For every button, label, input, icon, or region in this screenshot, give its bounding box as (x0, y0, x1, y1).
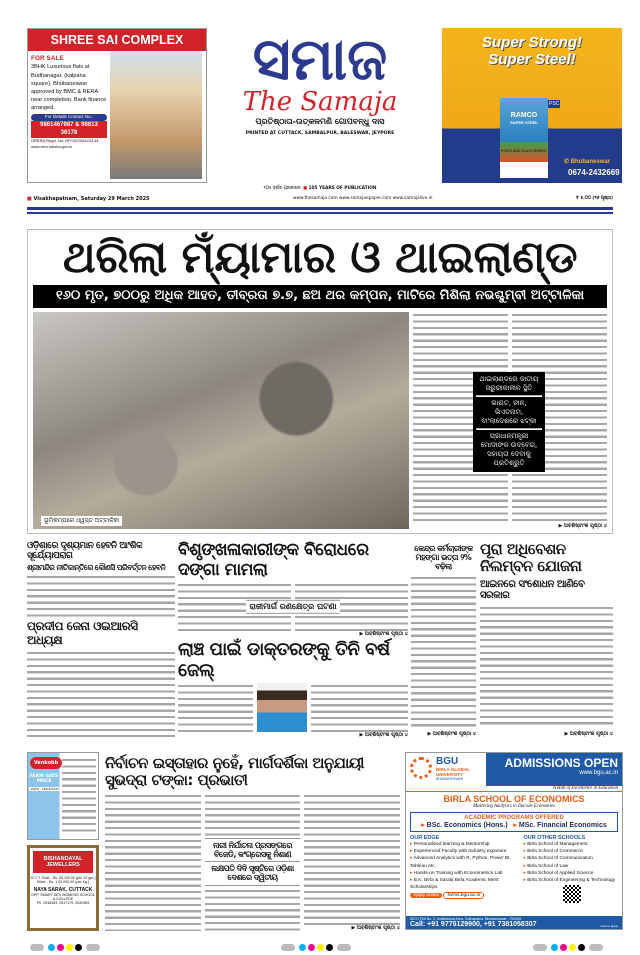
subhadra-story (105, 755, 400, 931)
ad-title: SHREE SAI COMPLEX (28, 29, 206, 51)
bgu-phone: Call: +91 9776129900, +91 7381058307 (410, 921, 537, 928)
psc-tag: PSC (549, 101, 560, 107)
color-registration-marks (530, 936, 606, 955)
subhadra-headline: ନିର୍ବାଚନ ଇସ୍ତାହାର ନୁହେଁ, ମାର୍ଗଦର୍ଶିକା ଅନୁଯାୟୀ ସୁଭଦ୍ରା ଟଙ୍କା: ପ୍ରଭାତୀ (105, 755, 400, 790)
masthead[interactable] (230, 25, 410, 180)
publication-line: ୧୦୫ ବର୍ଷର ପ୍ରକାଶନ ■ 105 YEARS OF PUBLICATION (263, 186, 377, 191)
school-name: BIRLA SCHOOL OF ECONOMICS (443, 794, 585, 804)
ad-description: 3BHK Luxurious flats at Budhanagar, (kalpana square), Bhubaneswar approved by BMC & RERA near completion. Bank finance arranged. (31, 64, 107, 111)
bgu-logo: BGU BIRLA GLOBAL UNIVERSITY BHUBANESWAR (406, 753, 486, 786)
doctor-photo (257, 683, 307, 732)
vencobb-date: DATE : 28/03/2025 (30, 787, 59, 791)
session-subhead: ଆଇନରେ ସଂଶୋଧନ ଆଣିବେ ସରକାର (480, 579, 613, 602)
continued-link[interactable]: ▶ ଅବଶିଷ୍ଟାଂଶ ପୃଷ୍ଠା ୪ (411, 731, 476, 737)
continued-link[interactable]: ▶ ଅବଶିଷ୍ଟାଂଶ ପୃଷ୍ଠା ୪ (480, 731, 613, 737)
doctor-body (178, 683, 253, 732)
continued-link[interactable]: ▶ ଅବଶିଷ୍ଟାଂଶ ପୃଷ୍ଠା ୪ (178, 732, 408, 738)
farm-gate-label: FARM GATE PRICE (29, 774, 59, 784)
other-schools-list: OUR OTHER SCHOOLS ▸ Birla School of Management ▸ Birla School of Commerce ▸ Birla School of Communication ▸ Birla School of Law ▸ Birla School of Applied Science ▸ Birla School of Engineering & Technology (523, 835, 618, 916)
qr-code-icon[interactable] (563, 885, 581, 903)
rule (27, 212, 613, 214)
silver-rate: Silver - Rs. 1,00,000.00 (per Kg.) (36, 880, 90, 884)
ad-contact-label: For Details Contact No.: (31, 114, 107, 121)
vencobb-logo: Venkobb (30, 757, 62, 769)
apply-url-link[interactable]: forms.bgu.ac.in (443, 892, 484, 899)
oerc-body (27, 650, 175, 737)
subhadra-subhead-2: ଲକ୍ଷପତି ଦିଦି ସୃଷ୍ଟିରେ ଓଡ଼ିଶା ଦେଶରେ ଦ୍ୱିତୀୟ (205, 861, 301, 885)
vencobb-ad[interactable] (27, 752, 99, 840)
logo-english: The Samaja (242, 87, 398, 117)
continued-link[interactable]: ▶ ଅବଶିଷ୍ଟାଂଶ ପୃଷ୍ଠା ୪ (413, 523, 607, 529)
date-line: ■ Visakhapatnam, Saturday 29 March 2025 www.thesamaja.com www.samajaepaper.com www.samajalive.in ₹ ୫.୦୦ (୧୬ ପୃଷ୍ଠା) (27, 196, 613, 202)
rule (27, 207, 613, 210)
color-registration-marks (278, 936, 354, 955)
ad-phone: 0674-2432669 (568, 168, 620, 177)
building-image (110, 51, 202, 179)
photo-caption: ଭୂମିକମ୍ପରେ ଧ୍ୱସ୍ତ ଅଟ୍ଟାଳିକା (41, 516, 122, 526)
left-column (27, 541, 175, 737)
doctor-headline: ଲାଞ୍ଚ ପାଇଁ ଡାକ୍ତରଙ୍କୁ ତିନି ବର୍ଷ ଜେଲ୍ (178, 640, 408, 681)
ad-phones: 9861467987 & 98613 36178 (31, 121, 107, 138)
session-story (480, 541, 613, 737)
continued-link[interactable]: ▶ ଅବଶିଷ୍ଟାଂଶ ପୃଷ୍ଠା ୪ (178, 631, 408, 637)
riot-story (178, 541, 408, 637)
jewellers-address: NAYA SARAK, CUTTACK (33, 887, 93, 893)
eclipse-headline: ଓଡ଼ିଶାରେ ଦୃଶ୍ୟମାନ ହେବନି ଆଂଶିକ ସୂର୍ଯ୍ୟୋପରାଗ (27, 541, 175, 562)
logo-odia: ସମାଜ (252, 25, 388, 93)
gold-rate: 22 CT. Gold - Rs. 83,100.00 (per 10 gm.) (30, 876, 96, 880)
doctor-story (178, 640, 408, 738)
program-item: MSc. Financial Economics (518, 822, 607, 829)
bgu-tagline: A Hub of Excellence in Education (406, 786, 622, 792)
eclipse-subhead: ଶ୍ରୀମନ୍ଦିର ନୀତିକାନ୍ତିରେ କୌଣସି ପରିବର୍ତ୍ତନ ହେବନି (27, 564, 175, 573)
bgu-emblem-icon (410, 757, 432, 779)
printed-at: PRINTED AT CUTTACK, SAMBALPUR, BALESWAR, JEYPORE (245, 130, 395, 136)
ad-headline-1: Super Strong! (482, 34, 582, 51)
jewellers-name: BISHANDAYAL JEWELLERS (33, 851, 93, 873)
doctor-body (311, 683, 408, 732)
subhadra-body (105, 793, 201, 932)
lead-headline: ଥରିଲା ମ୍ୟାଁମାର ଓ ଥାଇଲାଣ୍ଡ (33, 232, 607, 285)
da-body (411, 575, 476, 728)
eclipse-body (27, 574, 175, 618)
ad-rera: ORERA Regd. No. RP/19/2024/01144 (31, 137, 99, 143)
school-tagline: Mastering Analytics to Decode Economies (473, 804, 555, 809)
websites: www.thesamaja.com www.samajaepaper.com www.samajalive.in (292, 196, 433, 201)
riot-headline: ବିଶୃଙ୍ଖଳାକାରୀଙ୍କ ବିରୋଧରେ ଦଙ୍ଗା ମାମଲା (178, 541, 408, 580)
oerc-headline: ପ୍ରଦୀପ ଜେନା ଓଇଆରସି ଅଧ୍ୟକ୍ଷ (27, 620, 175, 648)
subhadra-subhead-1: ନାରୀ ନିର୍ଯାତନା ପ୍ରସଙ୍ଗରେ ବିଜେଡି, କଂଗ୍ରେସକୁ ନିଶାଣ (205, 838, 301, 861)
price-table (62, 757, 96, 835)
ramco-ad[interactable] (442, 28, 622, 183)
program-item: BSc. Economics (Hons.) (426, 822, 508, 829)
subhadra-body (205, 888, 301, 931)
ad-headline-2: Super Steel! (488, 51, 576, 68)
apply-online-button[interactable]: Apply online (410, 893, 442, 898)
lead-strap: ୧୬୦ ମୃତ, ୭୦୦ରୁ ଅଧିକ ଆହତ, ତୀବ୍ରତା ୭.୭, ଛଅ ଥର କମ୍ପନ, ମାଟିରେ ମିଶିଲା ନଭଶ୍ଚୁମ୍ବୀ ଅଟ୍ଟାଳିକା (33, 285, 607, 308)
price: ₹ ୫.୦୦ (୧୬ ପୃଷ୍ଠା) (575, 196, 613, 201)
jewellers-phone: Ph. 2518463, 2517179, 2532983 (36, 901, 90, 905)
programs-title: ACADEMIC PROGRAMS OFFERED (464, 815, 564, 821)
session-headline: ପୂରା ଅଧିବେଶନ ନିଲମ୍ବନ ଯୋଜନା (480, 541, 613, 576)
cement-bag: RAMCO SUPER STEEL PORTLAND SLAG CEMENT (500, 98, 548, 178)
founder-line: ପ୍ରତିଷ୍ଠାତା-ଉତ୍କଳମଣି ଗୋପବନ୍ଧୁ ଦାସ (255, 116, 385, 126)
jewellers-ad[interactable] (27, 845, 99, 931)
subhadra-body (205, 793, 301, 836)
edge-list: OUR EDGE ▸ Personalized learning & Mentorship ▸ Experienced Faculty with Industry exposure ▸ Advanced Analytics with R, Python, Power BI, Tableau etc. ▸ Hands-on Training with Econometrics Lab ▸ B.K. Birla & Sarala Birla Academic Merit Scholarships Apply online forms.bgu.ac.in (410, 835, 523, 916)
bgu-address: IDCO Plot No. 2, Institutional Area, Gothapatna, Bhubaneswar - 751029 (410, 917, 522, 921)
lead-story (27, 229, 613, 534)
lead-highlight-box: ଥାଇଲାଣ୍ଡରେ ଜାତୀୟ ଜରୁରୀକାଳୀନ ସ୍ଥିତି ଭାରତ, ଚୀନ, ଭିଏତନାମ, ବାଂଲାଦେଶରେ ଝଟ୍‌କା ପ୍ରଧାନମନ୍ତ୍ରୀ ମୋଦୀଙ୍କ ଉଦ୍‌ବେଗ, ସହାୟତା ଦେବାକୁ ପ୍ରତିଶ୍ରୁତି (473, 372, 545, 472)
subhadra-body (304, 793, 400, 926)
bgu-ad[interactable]: BGU BIRLA GLOBAL UNIVERSITY BHUBANESWAR ADMISSIONS OPEN www.bgu.ac.in A Hub of Excellence in Education BIRLA SCHOOL OF ECONOMICS Mastering Analytics to Decode Economies ACADEMIC PROGRAMS OFFERED ▸ BSc. Economics (Hons.) ▸ MSc. Financial Economics OUR EDGE ▸ Personalized learning & Mentorship ▸ Experienced Faculty with Industry exposure ▸ Advanced Analytics with R, Python, Power BI, Tableau etc. ▸ Hands-on Training with Econometrics Lab ▸ B.K. Birla & Sarala Birla Academic Merit Scholarships Apply online forms.bgu.ac.in OUR OTHER SCHOOLS ▸ Birla School of Management ▸ Birla School of Commerce ▸ Birla School of Communication ▸ Birla School of Law ▸ Birla School of Applied Science ▸ Birla School of Engineering & Technology IDCO Plot No. 2, Institutional Area, Gothapatna, Bhubaneswar - 751029 Call: +91 9776129900, +91 7381058307 scan to apply (405, 752, 623, 930)
admissions-banner: ADMISSIONS OPEN www.bgu.ac.in (486, 753, 622, 786)
ad-url: www.rera.odisha.gov.in (31, 143, 73, 149)
continued-link[interactable]: ▶ ଅବଶିଷ୍ଟାଂଶ ପୃଷ୍ଠା ୪ (304, 925, 400, 931)
ad-for-sale: FOR SALE (31, 55, 64, 62)
scan-label: scan to apply (600, 924, 618, 928)
jewellers-landmark: OPP. SMART DEV WOMENS SCHOOL & COLLEGE (31, 893, 95, 901)
riot-subhead: ରାଜୀମାର୍ଗ ରଣକ୍ଷେତ୍ର ଘଟଣା (246, 599, 340, 613)
shree-sai-complex-ad[interactable] (27, 28, 207, 183)
color-registration-marks (27, 936, 103, 955)
earthquake-photo (33, 312, 409, 529)
ad-city: ✆ Bhubaneswar (564, 159, 611, 165)
da-headline: କେନ୍ଦ୍ର କର୍ମଚାରୀଙ୍କ ମହଙ୍ଗା ଭତ୍ତା ୨% ବଢ଼ିଲା (411, 544, 476, 572)
da-story (411, 544, 476, 737)
session-body (480, 605, 613, 729)
